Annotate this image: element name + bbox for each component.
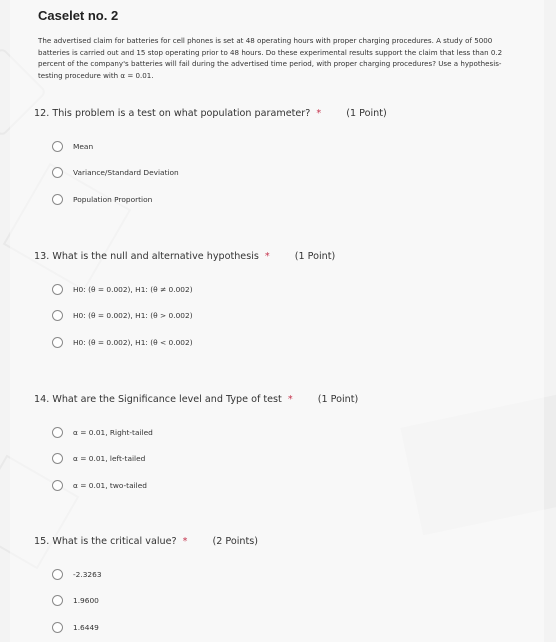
section-title: Caselet no. 2 bbox=[38, 8, 119, 23]
option-hypothesis-gt[interactable] bbox=[52, 303, 335, 330]
option-critical-3[interactable] bbox=[52, 614, 258, 641]
question-text: What is the critical value? bbox=[52, 536, 177, 547]
question-text: What are the Significance level and Type of test bbox=[52, 394, 282, 405]
option-label: Variance/Standard Deviation bbox=[73, 168, 179, 178]
option-label: H0: (θ = 0.002), H1: (θ > 0.002) bbox=[73, 311, 193, 321]
question-number: 14. bbox=[34, 394, 50, 405]
radio-button[interactable] bbox=[52, 141, 63, 152]
question-points: (2 Points) bbox=[212, 536, 258, 547]
option-label: Mean bbox=[73, 141, 94, 151]
question-13 bbox=[34, 251, 335, 356]
option-label: -2.3263 bbox=[73, 569, 102, 579]
option-label: α = 0.01, left-tailed bbox=[73, 454, 146, 464]
option-label: H0: (θ = 0.002), H1: (θ < 0.002) bbox=[73, 337, 193, 347]
required-asterisk: * bbox=[316, 108, 322, 119]
radio-button[interactable] bbox=[52, 569, 63, 580]
question-12 bbox=[34, 108, 387, 213]
radio-button[interactable] bbox=[52, 167, 63, 178]
option-label: α = 0.01, Right-tailed bbox=[73, 427, 153, 437]
question-points: (1 Point) bbox=[294, 251, 336, 262]
question-number: 15. bbox=[34, 536, 50, 547]
radio-button[interactable] bbox=[52, 453, 63, 464]
option-critical-2[interactable] bbox=[52, 588, 258, 615]
option-mean[interactable] bbox=[52, 133, 387, 160]
radio-button[interactable] bbox=[52, 284, 63, 295]
radio-button[interactable] bbox=[52, 622, 63, 633]
option-left-tailed[interactable] bbox=[52, 446, 358, 473]
question-14 bbox=[34, 394, 358, 499]
option-critical-1[interactable] bbox=[52, 561, 258, 588]
option-hypothesis-lt[interactable] bbox=[52, 329, 335, 356]
option-label: Population Proportion bbox=[73, 194, 153, 204]
required-asterisk: * bbox=[264, 251, 270, 262]
radio-group bbox=[52, 419, 358, 499]
radio-button[interactable] bbox=[52, 194, 63, 205]
radio-group bbox=[52, 561, 258, 641]
option-variance[interactable] bbox=[52, 160, 387, 187]
required-asterisk: * bbox=[182, 536, 188, 547]
radio-button[interactable] bbox=[52, 480, 63, 491]
section-header bbox=[38, 8, 526, 81]
radio-group bbox=[52, 133, 387, 213]
required-asterisk: * bbox=[287, 394, 293, 405]
radio-button[interactable] bbox=[52, 595, 63, 606]
option-label: α = 0.01, two-tailed bbox=[73, 480, 147, 490]
question-title bbox=[34, 108, 387, 119]
option-right-tailed[interactable] bbox=[52, 419, 358, 446]
question-15 bbox=[34, 536, 258, 641]
option-hypothesis-ne[interactable] bbox=[52, 276, 335, 303]
question-points: (1 Point) bbox=[317, 394, 359, 405]
radio-button[interactable] bbox=[52, 310, 63, 321]
form-section bbox=[10, 0, 544, 642]
radio-button[interactable] bbox=[52, 427, 63, 438]
question-number: 12. bbox=[34, 108, 50, 119]
question-number: 13. bbox=[34, 251, 50, 262]
option-proportion[interactable] bbox=[52, 186, 387, 213]
radio-button[interactable] bbox=[52, 337, 63, 348]
option-label: 1.6449 bbox=[73, 622, 99, 632]
question-title bbox=[34, 251, 335, 262]
question-text: This problem is a test on what population parameter? bbox=[52, 108, 311, 119]
question-points: (1 Point) bbox=[346, 108, 387, 119]
question-title bbox=[34, 394, 358, 405]
option-label: H0: (θ = 0.002), H1: (θ ≠ 0.002) bbox=[73, 284, 193, 294]
section-description: The advertised claim for batteries for cell phones is set at 48 operating hours with proper charging procedures. A study of 5000 batteries is carried out and 15 stop operating prior to 48 hours. Do these experimental results support the claim that less than 0.2 percent of the company's batteries will fail during the advertised time period, with proper charging procedures? Use a hypothesis-testing procedure with α = 0.01. bbox=[38, 36, 503, 80]
option-label: 1.9600 bbox=[73, 596, 99, 606]
question-title bbox=[34, 536, 258, 547]
question-text: What is the null and alternative hypothesis bbox=[52, 251, 259, 262]
option-two-tailed[interactable] bbox=[52, 472, 358, 499]
radio-group bbox=[52, 276, 335, 356]
